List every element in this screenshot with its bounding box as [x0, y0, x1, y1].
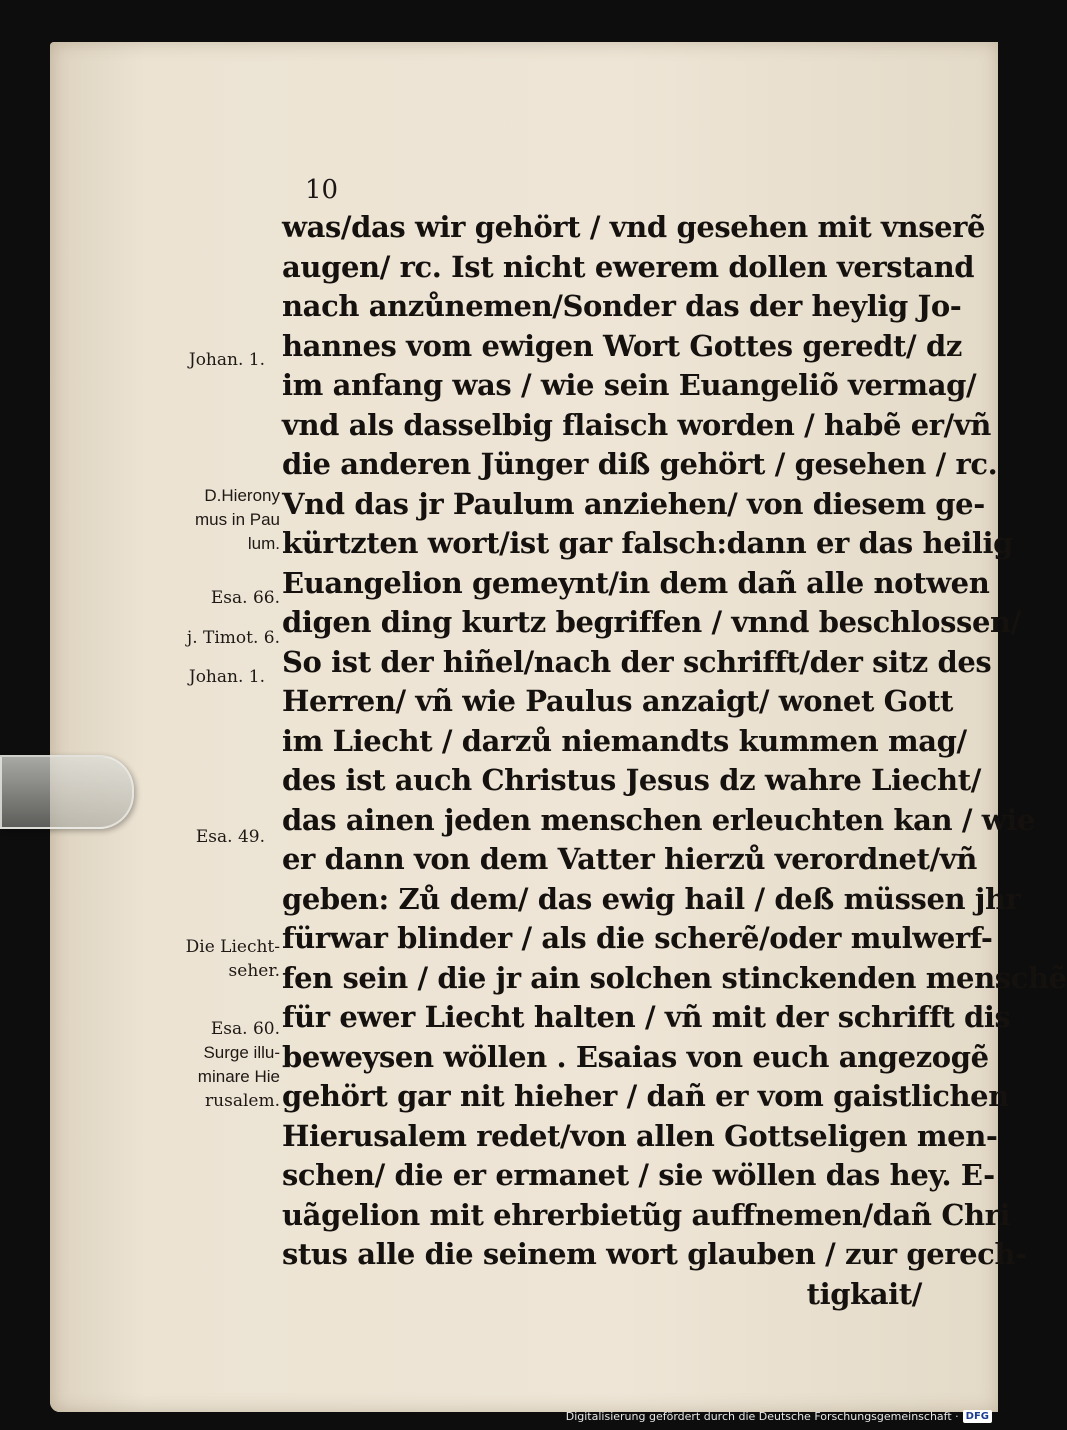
- margin-note-line: Johan. 1.: [188, 667, 265, 687]
- margin-note-liechtseher: [150, 935, 280, 983]
- text-line: nach anzůnemen/Sonder das der heylig Jo-: [282, 289, 962, 323]
- text-line: beweysen wöllen . Esaias von euch angezogẽ: [282, 1039, 989, 1074]
- margin-note-line: D.Hierony: [204, 486, 280, 505]
- margin-note-line: Surge illu-: [203, 1043, 280, 1062]
- footer: [566, 1406, 992, 1426]
- text-line: im anfang was / wie sein Euangeliõ vermag/: [282, 368, 977, 402]
- text-line: fen sein / die jr ain solchen stinckenden menschẽ: [282, 960, 1067, 995]
- text-line: stus alle die seinem wort glauben / zur gerech-: [282, 1237, 1027, 1271]
- dfg-logo-icon: DFG: [963, 1410, 992, 1423]
- text-line: tigkait/: [806, 1276, 922, 1311]
- body-text: [282, 208, 1067, 1314]
- margin-note-line: Die Liecht-: [185, 937, 280, 957]
- text-line: das ainen jeden menschen erleuchten kan / wie: [282, 802, 1036, 837]
- page-number: 10: [305, 175, 339, 205]
- margin-note-line: Johan. 1.: [188, 350, 265, 370]
- text-line: So ist der hiñel/nach der schrifft/der sitz des: [282, 644, 992, 679]
- footer-credit: Digitalisierung gefördert durch die Deutsche Forschungsgemeinschaft ·: [565, 1409, 959, 1423]
- margin-note-line: minare Hie: [197, 1067, 280, 1086]
- margin-note-johan-1: [135, 348, 265, 372]
- text-line: vnd als dasselbig flaisch worden / habẽ er/vñ: [282, 407, 991, 442]
- margin-note-timot-6: [150, 626, 280, 650]
- text-line: uãgelion mit ehrerbietũg auffnemen/dañ Chri: [282, 1197, 1011, 1232]
- margin-note-line: Esa. 66.: [210, 588, 280, 608]
- page-holder-clip: [0, 755, 134, 829]
- margin-note-hieronymus: [150, 484, 280, 556]
- text-line: Hierusalem redet/von allen Gottseligen men-: [282, 1118, 998, 1153]
- text-line: fürwar blinder / als die scherẽ/oder mulwerf-: [282, 921, 993, 955]
- text-line: die anderen Jünger diß gehört / gesehen / rc.: [282, 447, 998, 481]
- margin-note-line: rusalem.: [205, 1091, 280, 1111]
- margin-note-esa-60: [150, 1017, 280, 1113]
- text-line: hannes vom ewigen Wort Gottes geredt/ dz: [282, 328, 962, 363]
- text-line: Vnd das jr Paulum anziehen/ von diesem ge-: [282, 486, 985, 521]
- text-line: was/das wir gehört / vnd gesehen mit vnserẽ: [282, 210, 986, 244]
- text-line: er dann von dem Vatter hierzů verordnet/vñ: [282, 842, 977, 876]
- text-line: digen ding kurtz begriffen / vnnd beschlossen/: [282, 605, 1021, 639]
- margin-note-esa-49: [135, 825, 265, 849]
- text-line: Herren/ vñ wie Paulus anzaigt/ wonet Gott: [282, 684, 953, 718]
- text-line: gehört gar nit hieher / dañ er vom gaistlichen: [282, 1079, 1009, 1113]
- margin-note-esa-66: [150, 586, 280, 610]
- text-line: im Liecht / darzů niemandts kummen mag/: [282, 723, 967, 758]
- margin-note-johan-1b: [135, 665, 265, 689]
- text-line: geben: Zů dem/ das ewig hail / deß müssen jhr: [282, 881, 1021, 916]
- text-line: schen/ die er ermanet / sie wöllen das hey. E-: [282, 1158, 995, 1192]
- text-line: augen/ rc. Ist nicht ewerem dollen verstand: [282, 249, 975, 284]
- text-line: kürtzten wort/ist gar falsch:dann er das heilig: [282, 526, 1013, 560]
- text-line: Euangelion gemeynt/in dem dañ alle notwen: [282, 565, 990, 600]
- margin-note-line: j. Timot. 6.: [186, 628, 280, 648]
- margin-note-line: mus in Pau: [194, 510, 280, 529]
- margin-note-line: lum.: [247, 534, 280, 553]
- text-line: des ist auch Christus Jesus dz wahre Liecht/: [282, 763, 981, 797]
- margin-note-line: Esa. 49.: [195, 827, 265, 847]
- margin-note-line: Esa. 60.: [210, 1019, 280, 1039]
- margin-note-line: seher.: [228, 961, 280, 981]
- text-line: für ewer Liecht halten / vñ mit der schrifft dis: [282, 1000, 1011, 1034]
